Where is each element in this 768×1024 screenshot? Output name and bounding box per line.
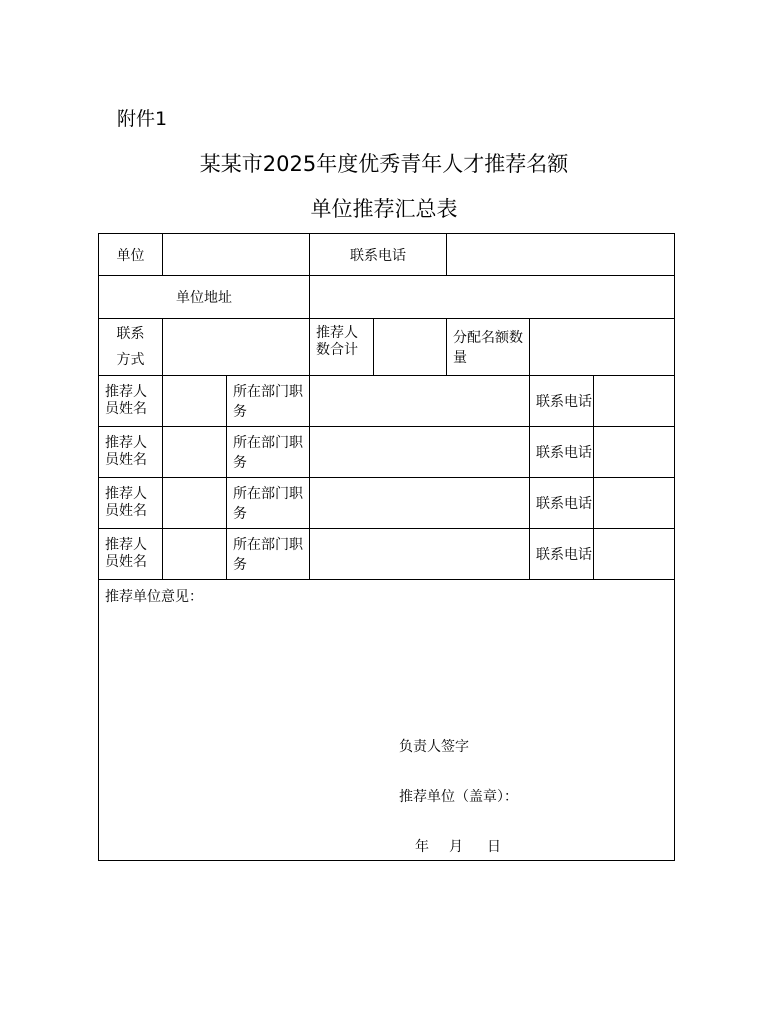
candidate-phone-label: 联系电话	[530, 427, 594, 478]
form-row-unit	[99, 234, 675, 276]
candidate-phone-field[interactable]	[594, 529, 675, 580]
date-line	[415, 836, 501, 856]
recommended-count-value-field[interactable]	[374, 319, 447, 376]
recommendation-form-table	[98, 233, 675, 861]
candidate-title-field[interactable]	[310, 529, 530, 580]
contact-phone-value-field[interactable]	[447, 234, 675, 276]
document-subtitle: 单位推荐汇总表	[310, 197, 458, 221]
document-title: 某某市2025年度优秀青年人才推荐名额	[199, 152, 569, 176]
quota-label: 分配名额数量	[447, 319, 530, 376]
candidate-name-field[interactable]	[163, 427, 227, 478]
form-row-contact	[99, 319, 675, 376]
candidate-title-label: 所在部门职务	[227, 427, 310, 478]
unit-address-label: 单位地址	[99, 276, 310, 319]
candidate-phone-field[interactable]	[594, 376, 675, 427]
unit-label: 单位	[99, 234, 163, 276]
date-year-label: 年	[415, 839, 429, 855]
candidate-title-field[interactable]	[310, 376, 530, 427]
annex-label: 附件1	[117, 108, 168, 130]
opinion-field[interactable]	[99, 580, 675, 861]
candidate-phone-field[interactable]	[594, 478, 675, 529]
candidate-row	[99, 478, 675, 529]
date-month-label: 月	[449, 839, 463, 855]
candidate-phone-field[interactable]	[594, 427, 675, 478]
opinion-label: 推荐单位意见：	[105, 589, 203, 605]
unit-seal-label: 推荐单位（盖章）：	[399, 789, 518, 805]
candidate-row	[99, 376, 675, 427]
candidate-name-field[interactable]	[163, 376, 227, 427]
date-day-label: 日	[487, 839, 501, 855]
candidate-title-label: 所在部门职务	[227, 376, 310, 427]
contact-method-label	[99, 319, 163, 376]
contact-phone-label: 联系电话	[310, 234, 447, 276]
candidate-name-label: 推荐人员姓名	[99, 427, 163, 478]
candidate-phone-label: 联系电话	[530, 478, 594, 529]
candidate-name-label: 推荐人员姓名	[99, 529, 163, 580]
candidate-name-field[interactable]	[163, 529, 227, 580]
contact-method-label-line2: 方式	[116, 352, 145, 368]
candidate-title-label: 所在部门职务	[227, 478, 310, 529]
form-row-address	[99, 276, 675, 319]
quota-value-field[interactable]	[530, 319, 675, 376]
contact-method-value-field[interactable]	[163, 319, 310, 376]
responsible-person-signature-label: 负责人签字	[399, 739, 469, 755]
contact-method-label-line1: 联系	[116, 326, 145, 342]
recommended-count-label: 推荐人数合计	[310, 319, 374, 376]
candidate-phone-label: 联系电话	[530, 376, 594, 427]
form-row-opinion	[99, 580, 675, 861]
candidate-row	[99, 427, 675, 478]
candidate-phone-label: 联系电话	[530, 529, 594, 580]
candidate-title-field[interactable]	[310, 478, 530, 529]
candidate-name-label: 推荐人员姓名	[99, 478, 163, 529]
candidate-name-label: 推荐人员姓名	[99, 376, 163, 427]
unit-value-field[interactable]	[163, 234, 310, 276]
candidate-name-field[interactable]	[163, 478, 227, 529]
candidate-row	[99, 529, 675, 580]
unit-address-value-field[interactable]	[310, 276, 675, 319]
candidate-title-field[interactable]	[310, 427, 530, 478]
candidate-title-label: 所在部门职务	[227, 529, 310, 580]
